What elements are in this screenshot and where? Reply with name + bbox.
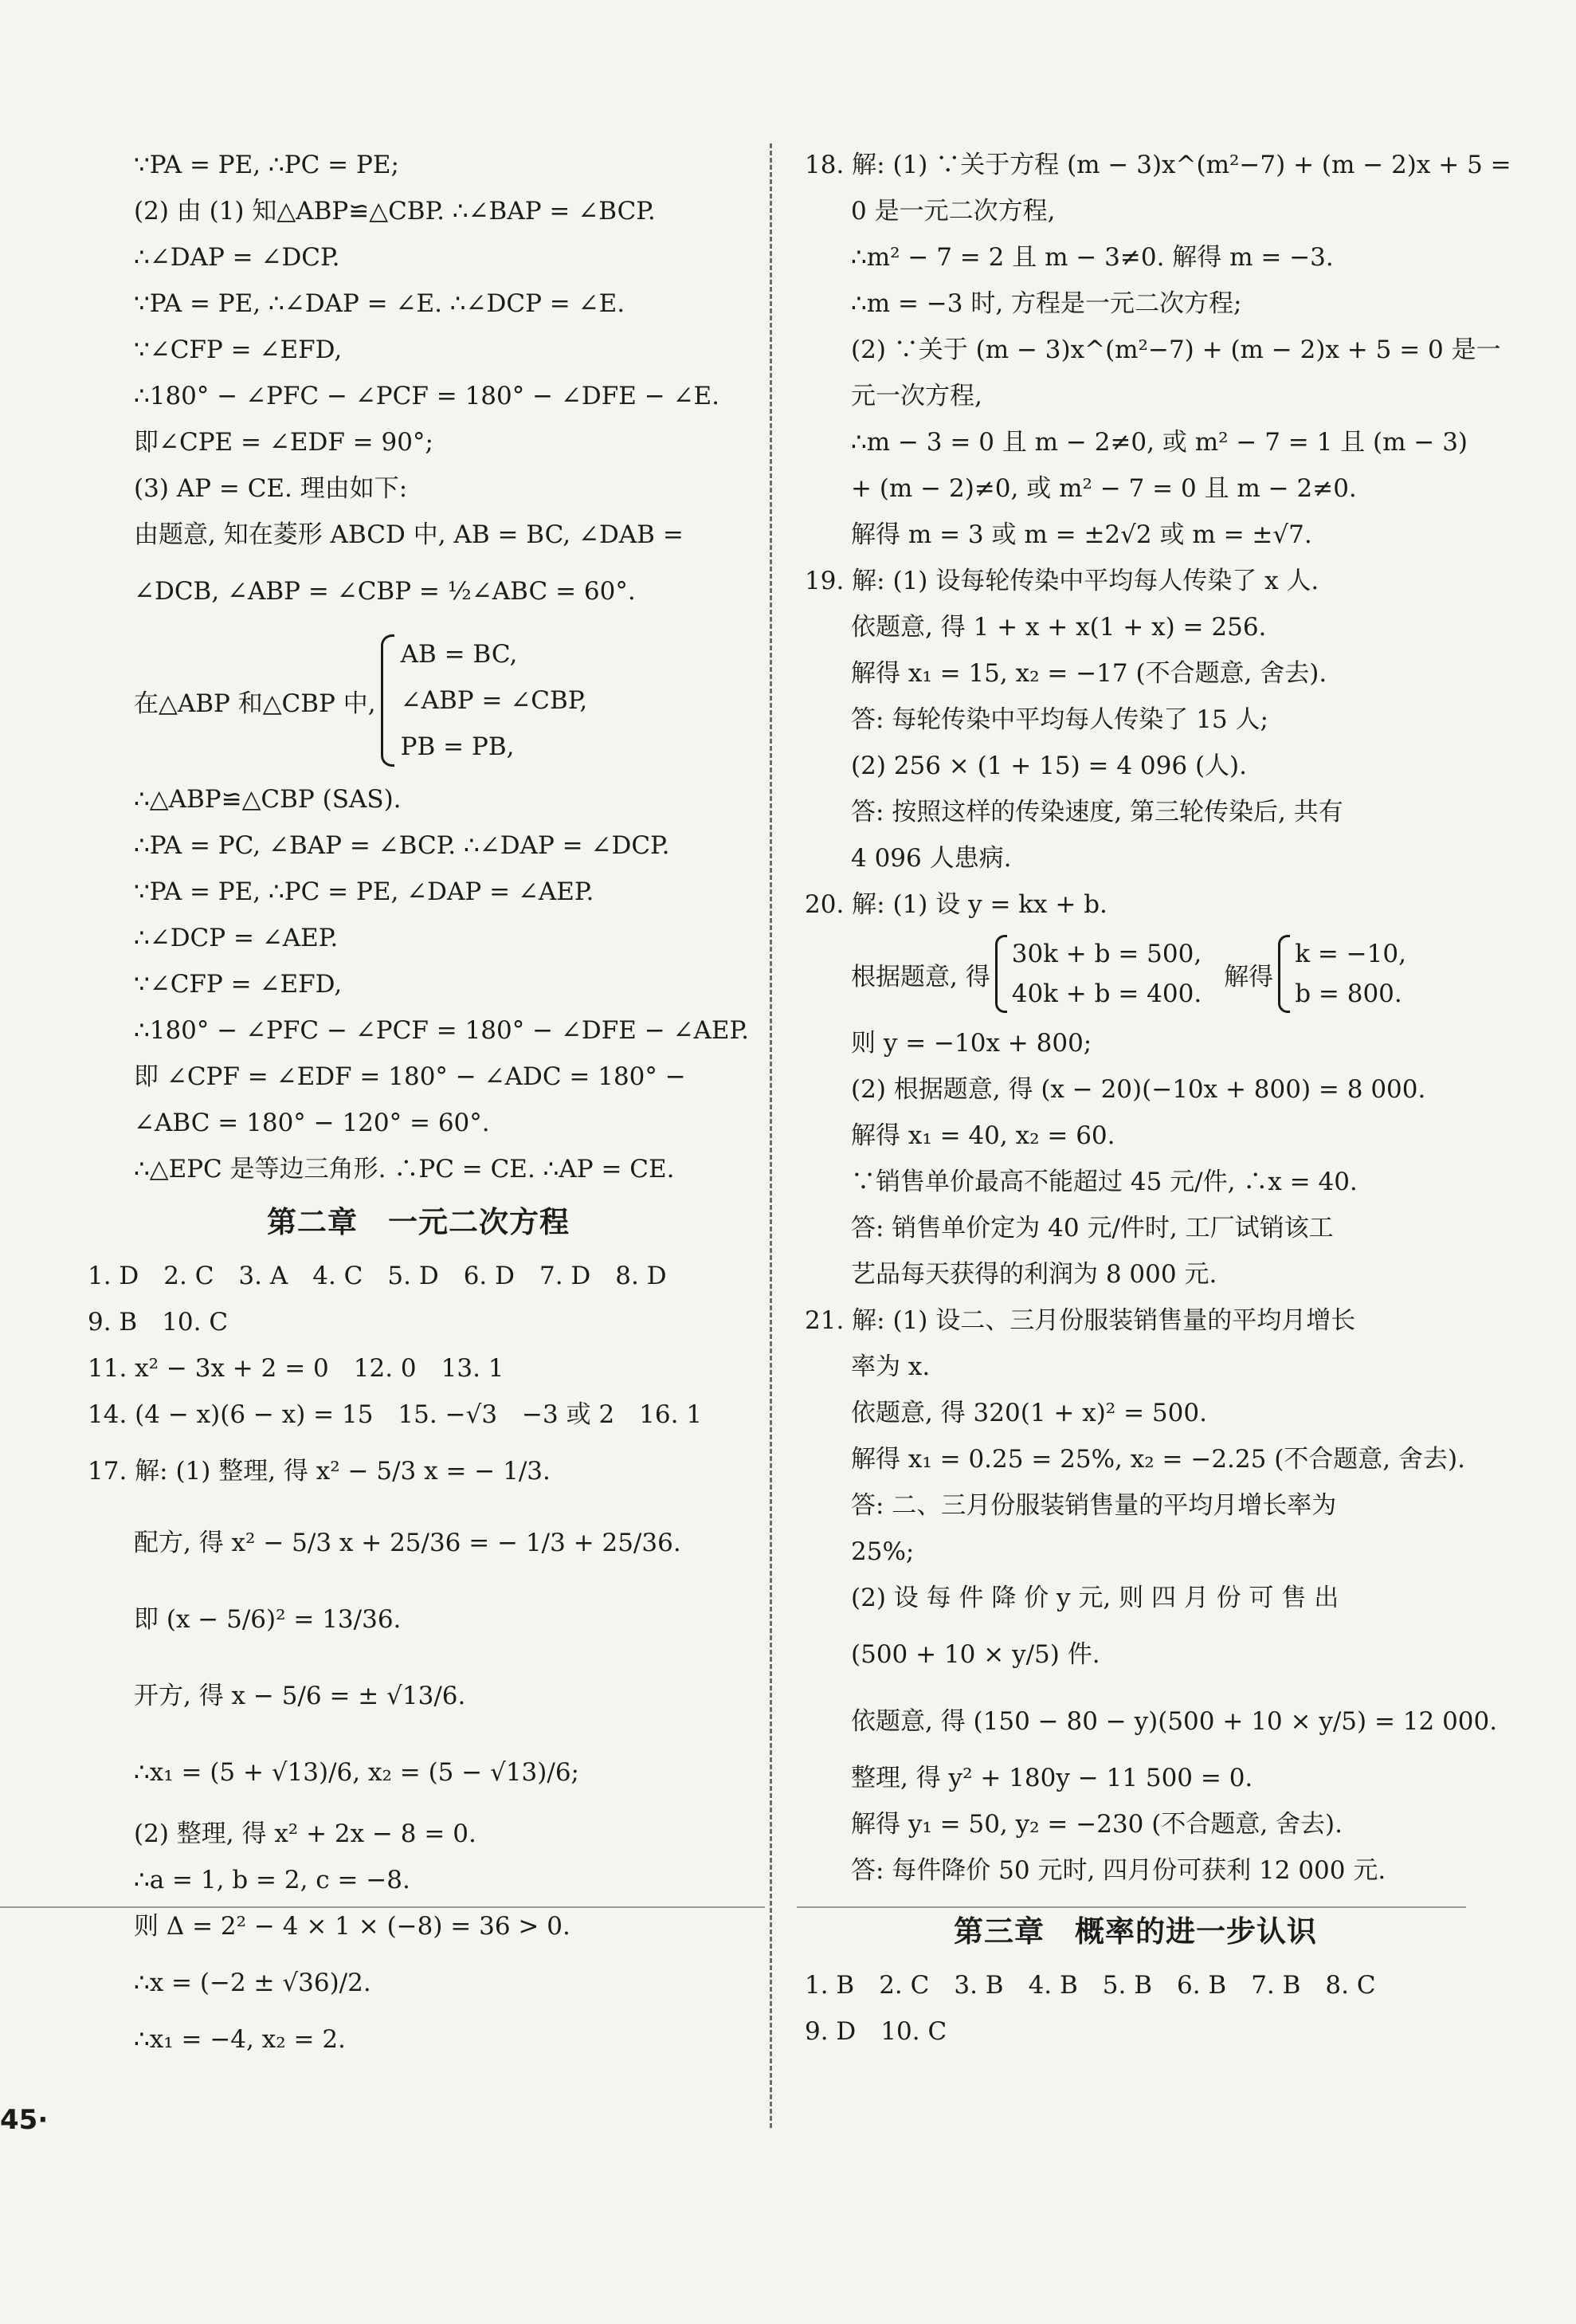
solution-line: 配方, 得 x² − 5/3 x + 25/36 = − 1/3 + 25/36.: [134, 1529, 681, 1557]
equation-system: [88, 625, 749, 776]
system-lines: [1295, 934, 1406, 1014]
answer-line: 1. B 2. C 3. B 4. B 5. B 6. B 7. B 8. C: [805, 1971, 1376, 2000]
system-lines: [401, 631, 588, 770]
chapter-3-heading: 第三章 概率的进一步认识: [954, 1914, 1317, 1949]
right-column: [805, 142, 1511, 2055]
proof-line: ∵∠CFP = ∠EFD,: [134, 336, 343, 364]
proof-line: 即∠CPE = ∠EDF = 90°;: [134, 428, 433, 457]
column-divider: [770, 143, 772, 2128]
system-line: k = −10,: [1295, 940, 1406, 968]
proof-line: (2) 由 (1) 知△ABP≌△CBP. ∴∠BAP = ∠BCP.: [134, 197, 656, 226]
proof-line: ∵PA = PE, ∴PC = PE, ∠DAP = ∠AEP.: [134, 877, 594, 906]
system-line: 40k + b = 400.: [1011, 979, 1202, 1008]
proof-line: 由题意, 知在菱形 ABCD 中, AB = BC, ∠DAB =: [134, 520, 684, 549]
solution-line: 即 (x − 5/6)² = 13/36.: [134, 1605, 402, 1634]
system-line: AB = BC,: [400, 640, 518, 669]
equation-system: [805, 928, 1466, 1020]
brace: [381, 634, 394, 767]
solution-line: (2) 设 每 件 降 价 y 元, 则 四 月 份 可 售 出: [851, 1584, 1339, 1612]
solution-line: 答: 每件降价 50 元时, 四月份可获利 12 000 元.: [851, 1856, 1386, 1885]
proof-line: ∴PA = PC, ∠BAP = ∠BCP. ∴∠DAP = ∠DCP.: [134, 831, 670, 860]
answer-line: 9. B 10. C: [88, 1308, 229, 1337]
solution-line: 18. 解: (1) ∵关于方程 (m − 3)x^(m²−7) + (m − 2)x + 5 =: [805, 151, 1511, 179]
solution-line: (500 + 10 × y/5) 件.: [851, 1640, 1100, 1669]
solution-line: (2) 整理, 得 x² + 2x − 8 = 0.: [134, 1820, 476, 1848]
system-mid: 解得: [1224, 962, 1274, 991]
proof-line: ∴∠DCP = ∠AEP.: [134, 924, 339, 952]
page-number: 45·: [0, 2104, 49, 2136]
answer-line: 11. x² − 3x + 2 = 0 12. 0 13. 1: [88, 1354, 504, 1383]
proof-line: ∵∠CFP = ∠EFD,: [134, 970, 343, 999]
solution-line: 解得 x₁ = 15, x₂ = −17 (不合题意, 舍去).: [851, 659, 1327, 688]
proof-line: ∴180° − ∠PFC − ∠PCF = 180° − ∠DFE − ∠AEP.: [134, 1016, 749, 1045]
solution-line: 依题意, 得 320(1 + x)² = 500.: [851, 1399, 1207, 1427]
solution-line: 解得 x₁ = 0.25 = 25%, x₂ = −2.25 (不合题意, 舍去).: [851, 1445, 1465, 1474]
solution-line: 答: 销售单价定为 40 元/件时, 工厂试销该工: [851, 1214, 1334, 1242]
solution-line: 则 y = −10x + 800;: [851, 1029, 1092, 1058]
system-line: 30k + b = 500,: [1011, 940, 1202, 968]
brace: [1278, 935, 1290, 1013]
solution-line: ∴m² − 7 = 2 且 m − 3≠0. 解得 m = −3.: [851, 243, 1334, 272]
chapter-2-heading: 第二章 一元二次方程: [267, 1205, 570, 1239]
solution-line: 解得 x₁ = 40, x₂ = 60.: [851, 1121, 1115, 1150]
proof-line: ∴△EPC 是等边三角形. ∴PC = CE. ∴AP = CE.: [134, 1155, 675, 1184]
proof-line: 即 ∠CPF = ∠EDF = 180° − ∠ADC = 180° −: [134, 1062, 686, 1091]
proof-line: ∵PA = PE, ∴PC = PE;: [134, 151, 399, 179]
system-line: ∠ABP = ∠CBP,: [400, 686, 588, 715]
solution-line: 21. 解: (1) 设二、三月份服装销售量的平均月增长: [805, 1306, 1356, 1335]
solution-line: 25%;: [851, 1537, 915, 1566]
solution-line: 整理, 得 y² + 180y − 11 500 = 0.: [851, 1764, 1253, 1792]
system-line: PB = PB,: [400, 732, 515, 761]
system-lead: 根据题意, 得: [851, 962, 990, 991]
solution-line: 解得 m = 3 或 m = ±2√2 或 m = ±√7.: [851, 520, 1312, 549]
solution-line: ∴x₁ = −4, x₂ = 2.: [134, 2025, 346, 2054]
solution-line: 则 Δ = 2² − 4 × 1 × (−8) = 36 > 0.: [134, 1912, 570, 1941]
solution-line: 开方, 得 x − 5/6 = ± √13/6.: [134, 1682, 466, 1710]
solution-line: 0 是一元二次方程,: [851, 197, 1056, 226]
solution-line: ∴a = 1, b = 2, c = −8.: [134, 1866, 410, 1894]
solution-line: 20. 解: (1) 设 y = kx + b.: [805, 890, 1108, 919]
answer-line: 14. (4 − x)(6 − x) = 15 15. −√3 −3 或 2 16. 1: [88, 1400, 703, 1429]
solution-line: 解得 y₁ = 50, y₂ = −230 (不合题意, 舍去).: [851, 1810, 1343, 1839]
solution-line: 答: 按照这样的传染速度, 第三轮传染后, 共有: [851, 798, 1343, 826]
proof-line: ∴180° − ∠PFC − ∠PCF = 180° − ∠DFE − ∠E.: [134, 382, 720, 410]
solution-line: 4 096 人患病.: [851, 844, 1012, 873]
system-lines: [1012, 934, 1202, 1014]
solution-line: + (m − 2)≠0, 或 m² − 7 = 0 且 m − 2≠0.: [851, 474, 1357, 503]
solution-line: (2) 256 × (1 + 15) = 4 096 (人).: [851, 752, 1247, 780]
solution-line: (2) 根据题意, 得 (x − 20)(−10x + 800) = 8 000.: [851, 1075, 1426, 1104]
solution-line: 艺品每天获得的利润为 8 000 元.: [851, 1260, 1217, 1289]
solution-line: (2) ∵关于 (m − 3)x^(m²−7) + (m − 2)x + 5 = 0 是一: [851, 336, 1501, 364]
solution-line: ∴m = −3 时, 方程是一元二次方程;: [851, 289, 1242, 318]
brace: [995, 935, 1007, 1013]
answer-line: 9. D 10. C: [805, 2017, 947, 2046]
proof-line: ∴∠DAP = ∠DCP.: [134, 243, 340, 272]
solution-line: 率为 x.: [851, 1352, 931, 1381]
solution-line: 17. 解: (1) 整理, 得 x² − 5/3 x = − 1/3.: [88, 1457, 551, 1486]
solution-line: 答: 二、三月份服装销售量的平均月增长率为: [851, 1491, 1337, 1520]
solution-line: 依题意, 得 (150 − 80 − y)(500 + 10 × y/5) = 12 000.: [851, 1707, 1498, 1736]
solution-line: ∵销售单价最高不能超过 45 元/件, ∴x = 40.: [851, 1168, 1358, 1196]
solution-line: ∴x = (−2 ± √36)/2.: [134, 1969, 371, 1997]
solution-line: ∴x₁ = (5 + √13)/6, x₂ = (5 − √13)/6;: [134, 1758, 579, 1787]
system-lead: 在△ABP 和△CBP 中,: [134, 689, 376, 718]
solution-line: 依题意, 得 1 + x + x(1 + x) = 256.: [851, 613, 1267, 642]
solution-line: 19. 解: (1) 设每轮传染中平均每人传染了 x 人.: [805, 567, 1319, 595]
system-line: b = 800.: [1295, 979, 1402, 1008]
proof-line: ∠DCB, ∠ABP = ∠CBP = ½∠ABC = 60°.: [134, 577, 636, 606]
proof-line: ∵PA = PE, ∴∠DAP = ∠E. ∴∠DCP = ∠E.: [134, 289, 625, 318]
answer-line: 1. D 2. C 3. A 4. C 5. D 6. D 7. D 8. D: [88, 1262, 667, 1290]
proof-line: ∠ABC = 180° − 120° = 60°.: [134, 1109, 490, 1137]
solution-line: 元一次方程,: [851, 382, 982, 410]
proof-line: (3) AP = CE. 理由如下:: [134, 474, 408, 503]
solution-line: ∴m − 3 = 0 且 m − 2≠0, 或 m² − 7 = 1 且 (m − 3): [851, 428, 1468, 457]
left-column: [88, 142, 749, 2063]
proof-line: ∴△ABP≌△CBP (SAS).: [134, 785, 402, 814]
solution-line: 答: 每轮传染中平均每人传染了 15 人;: [851, 705, 1268, 734]
